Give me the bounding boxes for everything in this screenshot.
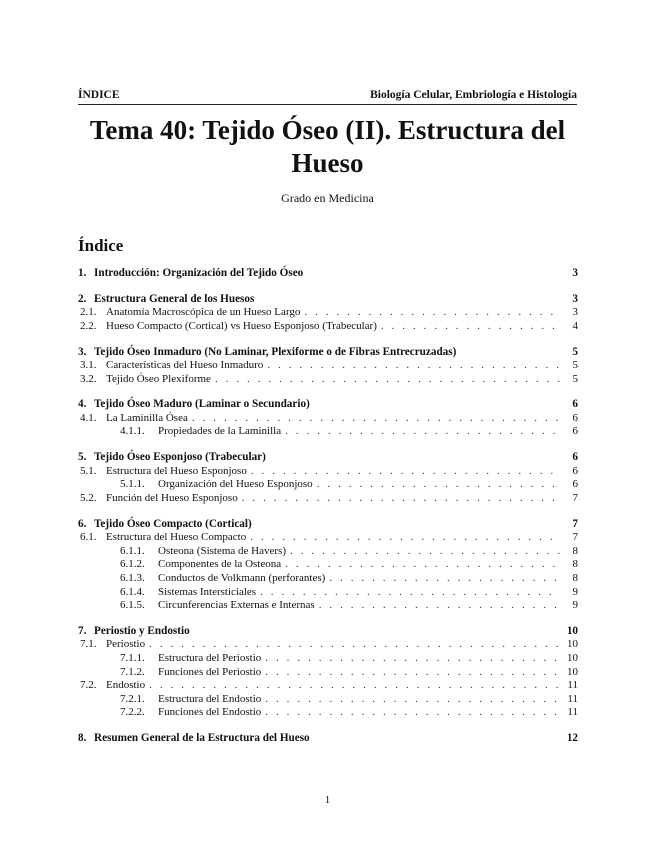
toc-entry-page: 7 [572, 531, 578, 544]
toc-leader-dots [260, 586, 560, 600]
toc-entry-level-2[interactable] [78, 638, 578, 652]
document-subtitle: Grado en Medicina [281, 191, 374, 205]
toc-entry-label: Endostio [106, 679, 146, 692]
toc-entry-number: 2.1. [80, 306, 97, 319]
toc-entry-level-2[interactable] [78, 679, 578, 693]
toc-entry-number: 5.1. [80, 464, 97, 477]
toc-entry-label: Organización del Hueso Esponjoso [158, 478, 313, 491]
toc-entry-number: 4. [78, 398, 87, 411]
toc-heading: Índice [78, 236, 124, 255]
toc-entry-number: 6.1.5. [120, 599, 145, 612]
toc-entry-level-3[interactable] [78, 425, 578, 439]
toc-leader-dots [265, 693, 560, 707]
toc-entry-label: Resumen General de la Estructura del Hueso [94, 732, 310, 745]
toc-entry-number: 6.1. [80, 531, 97, 544]
toc-leader-dots [317, 478, 560, 492]
toc-entry-number: 5. [78, 451, 87, 464]
toc-entry-page: 11 [567, 679, 578, 692]
toc-entry-number: 4.1. [80, 411, 97, 424]
toc-entry-page: 5 [572, 358, 578, 371]
running-header-left: ÍNDICE [78, 89, 120, 101]
toc-entry-level-2[interactable] [78, 492, 578, 506]
toc-entry-page: 8 [572, 544, 578, 557]
toc-entry-page: 3 [572, 306, 578, 319]
toc-entry-label: Periostio [106, 638, 146, 651]
toc-entry-number: 7.2.2. [120, 706, 145, 719]
toc-entry-label: Funciones del Periostio [158, 665, 262, 678]
toc-entry-page: 10 [566, 625, 578, 638]
toc-section [78, 731, 578, 745]
toc-entry-level-3[interactable] [78, 693, 578, 707]
toc-entry-number: 7.1. [80, 638, 97, 651]
document-title: Tema 40: Tejido Óseo (II). Estructura del Hueso [89, 115, 566, 178]
toc-leader-dots [290, 545, 560, 559]
toc-leader-dots [265, 706, 560, 720]
toc-entry-level-1[interactable] [78, 266, 578, 280]
toc-entry-label: Estructura del Endostio [158, 692, 262, 705]
toc-section [78, 624, 578, 720]
toc-entry-page: 3 [572, 267, 578, 279]
toc-section [78, 450, 578, 505]
toc-entry-level-3[interactable] [78, 478, 578, 492]
toc-entry-page: 6 [572, 451, 578, 464]
toc-entry-level-3[interactable] [78, 652, 578, 666]
toc-entry-level-3[interactable] [78, 706, 578, 720]
toc-entry-label: Periostio y Endostio [94, 625, 190, 638]
toc-entry-label: Estructura del Hueso Esponjoso [106, 464, 247, 477]
toc-entry-level-3[interactable] [78, 545, 578, 559]
toc-entry-page: 10 [567, 638, 578, 651]
toc-entry-number: 4.1.1. [120, 425, 145, 438]
toc-entry-level-1[interactable] [78, 624, 578, 638]
toc-entry-number: 7.2. [80, 679, 97, 692]
toc-leader-dots [215, 373, 560, 387]
toc-entry-page: 3 [572, 292, 578, 305]
running-header [78, 89, 577, 105]
toc-entry-level-2[interactable] [78, 320, 578, 334]
toc-entry-page: 9 [572, 599, 578, 612]
toc-leader-dots [149, 638, 560, 652]
toc-entry-page: 6 [572, 478, 578, 491]
toc-entry-level-2[interactable] [78, 412, 578, 426]
toc-entry-level-3[interactable] [78, 599, 578, 613]
toc-entry-label: Sistemas Intersticiales [158, 585, 257, 598]
toc-entry-page: 9 [572, 585, 578, 598]
toc-entry-label: Funciones del Endostio [158, 706, 262, 719]
toc-entry-label: Introducción: Organización del Tejido Óseo [94, 267, 304, 279]
toc-entry-label: Hueso Compacto (Cortical) vs Hueso Esponjoso (Trabecular) [106, 319, 377, 332]
toc-leader-dots [329, 572, 560, 586]
toc-entry-label: Estructura del Hueso Compacto [106, 531, 247, 544]
toc-leader-dots [149, 679, 560, 693]
toc-entry-page: 6 [572, 398, 578, 411]
toc-entry-label: Tejido Óseo Maduro (Laminar o Secundario) [94, 398, 310, 411]
toc-entry-number: 6.1.3. [120, 571, 145, 584]
toc-entry-page: 10 [567, 665, 578, 678]
toc-entry-page: 12 [566, 732, 578, 745]
toc-leader-dots [250, 531, 560, 545]
toc-entry-label: Propiedades de la Laminilla [158, 425, 282, 438]
toc-entry-level-3[interactable] [78, 558, 578, 572]
toc-entry-page: 11 [567, 706, 578, 719]
toc-entry-level-3[interactable] [78, 586, 578, 600]
toc-entry-label: Tejido Óseo Inmaduro (No Laminar, Plexiforme o de Fibras Entrecruzadas) [94, 345, 457, 358]
toc-entry-page: 5 [572, 345, 578, 358]
toc-entry-level-3[interactable] [78, 666, 578, 680]
table-of-contents [78, 266, 578, 757]
toc-leader-dots [267, 359, 560, 373]
toc-entry-label: Estructura del Periostio [158, 652, 262, 665]
toc-entry-level-3[interactable] [78, 572, 578, 586]
toc-entry-page: 6 [572, 425, 578, 438]
toc-entry-number: 3. [78, 345, 87, 358]
toc-entry-number: 6.1.1. [120, 544, 145, 557]
toc-leader-dots [265, 652, 560, 666]
toc-entry-page: 6 [572, 464, 578, 477]
toc-entry-page: 11 [567, 692, 578, 705]
toc-leader-dots [285, 558, 560, 572]
toc-entry-number: 3.2. [80, 372, 97, 385]
toc-entry-page: 8 [572, 571, 578, 584]
toc-leader-dots [381, 320, 560, 334]
toc-entry-level-2[interactable] [78, 465, 578, 479]
toc-entry-number: 6. [78, 517, 87, 530]
toc-entry-number: 7.2.1. [120, 692, 145, 705]
toc-entry-page: 7 [572, 491, 578, 504]
toc-entry-label: Función del Hueso Esponjoso [106, 491, 238, 504]
toc-entry-label: Tejido Óseo Plexiforme [106, 372, 211, 385]
toc-entry-label: Anatomía Macroscópica de un Hueso Largo [106, 306, 301, 319]
toc-leader-dots [242, 492, 560, 506]
toc-entry-number: 5.2. [80, 491, 97, 504]
toc-entry-level-1[interactable] [78, 731, 578, 745]
toc-section [78, 266, 578, 280]
toc-entry-number: 2. [78, 292, 87, 305]
toc-entry-label: Osteona (Sistema de Havers) [158, 544, 286, 557]
toc-entry-page: 4 [572, 319, 578, 332]
toc-entry-label: Circunferencias Externas e Internas [158, 599, 315, 612]
toc-entry-level-1[interactable] [78, 517, 578, 531]
toc-leader-dots [192, 412, 560, 426]
toc-entry-level-2[interactable] [78, 373, 578, 387]
toc-leader-dots [319, 599, 560, 613]
toc-entry-page: 8 [572, 558, 578, 571]
toc-entry-label: Conductos de Volkmann (perforantes) [158, 571, 326, 584]
toc-entry-number: 5.1.1. [120, 478, 145, 491]
toc-entry-number: 1. [78, 267, 87, 279]
toc-entry-level-1[interactable] [78, 397, 578, 411]
toc-entry-number: 6.1.4. [120, 585, 145, 598]
toc-entry-number: 7.1.1. [120, 652, 145, 665]
toc-entry-number: 7. [78, 625, 87, 638]
toc-leader-dots [265, 666, 560, 680]
toc-entry-level-2[interactable] [78, 306, 578, 320]
toc-leader-dots [304, 306, 560, 320]
toc-entry-label: Tejido Óseo Compacto (Cortical) [94, 517, 252, 530]
toc-entry-level-1[interactable] [78, 345, 578, 359]
toc-entry-page: 7 [572, 517, 578, 530]
toc-section [78, 292, 578, 334]
page-number: 1 [324, 794, 331, 806]
toc-section [78, 517, 578, 613]
toc-entry-number: 7.1.2. [120, 665, 145, 678]
toc-section [78, 345, 578, 387]
toc-entry-label: Componentes de la Osteona [158, 558, 282, 571]
toc-entry-level-2[interactable] [78, 359, 578, 373]
toc-entry-page: 6 [572, 411, 578, 424]
toc-entry-level-1[interactable] [78, 292, 578, 306]
toc-entry-number: 2.2. [80, 319, 97, 332]
toc-leader-dots [285, 425, 560, 439]
toc-section [78, 397, 578, 439]
toc-entry-level-2[interactable] [78, 531, 578, 545]
toc-entry-label: Características del Hueso Inmaduro [106, 358, 264, 371]
toc-entry-number: 6.1.2. [120, 558, 145, 571]
toc-entry-label: Estructura General de los Huesos [94, 292, 255, 305]
toc-entry-label: La Laminilla Ósea [106, 411, 188, 424]
toc-entry-number: 8. [78, 732, 87, 745]
toc-entry-label: Tejido Óseo Esponjoso (Trabecular) [94, 451, 266, 464]
toc-entry-page: 5 [572, 372, 578, 385]
toc-entry-page: 10 [567, 652, 578, 665]
running-header-right: Biología Celular, Embriología e Histología [370, 89, 577, 101]
toc-entry-number: 3.1. [80, 358, 97, 371]
toc-leader-dots [251, 465, 560, 479]
toc-entry-level-1[interactable] [78, 450, 578, 464]
